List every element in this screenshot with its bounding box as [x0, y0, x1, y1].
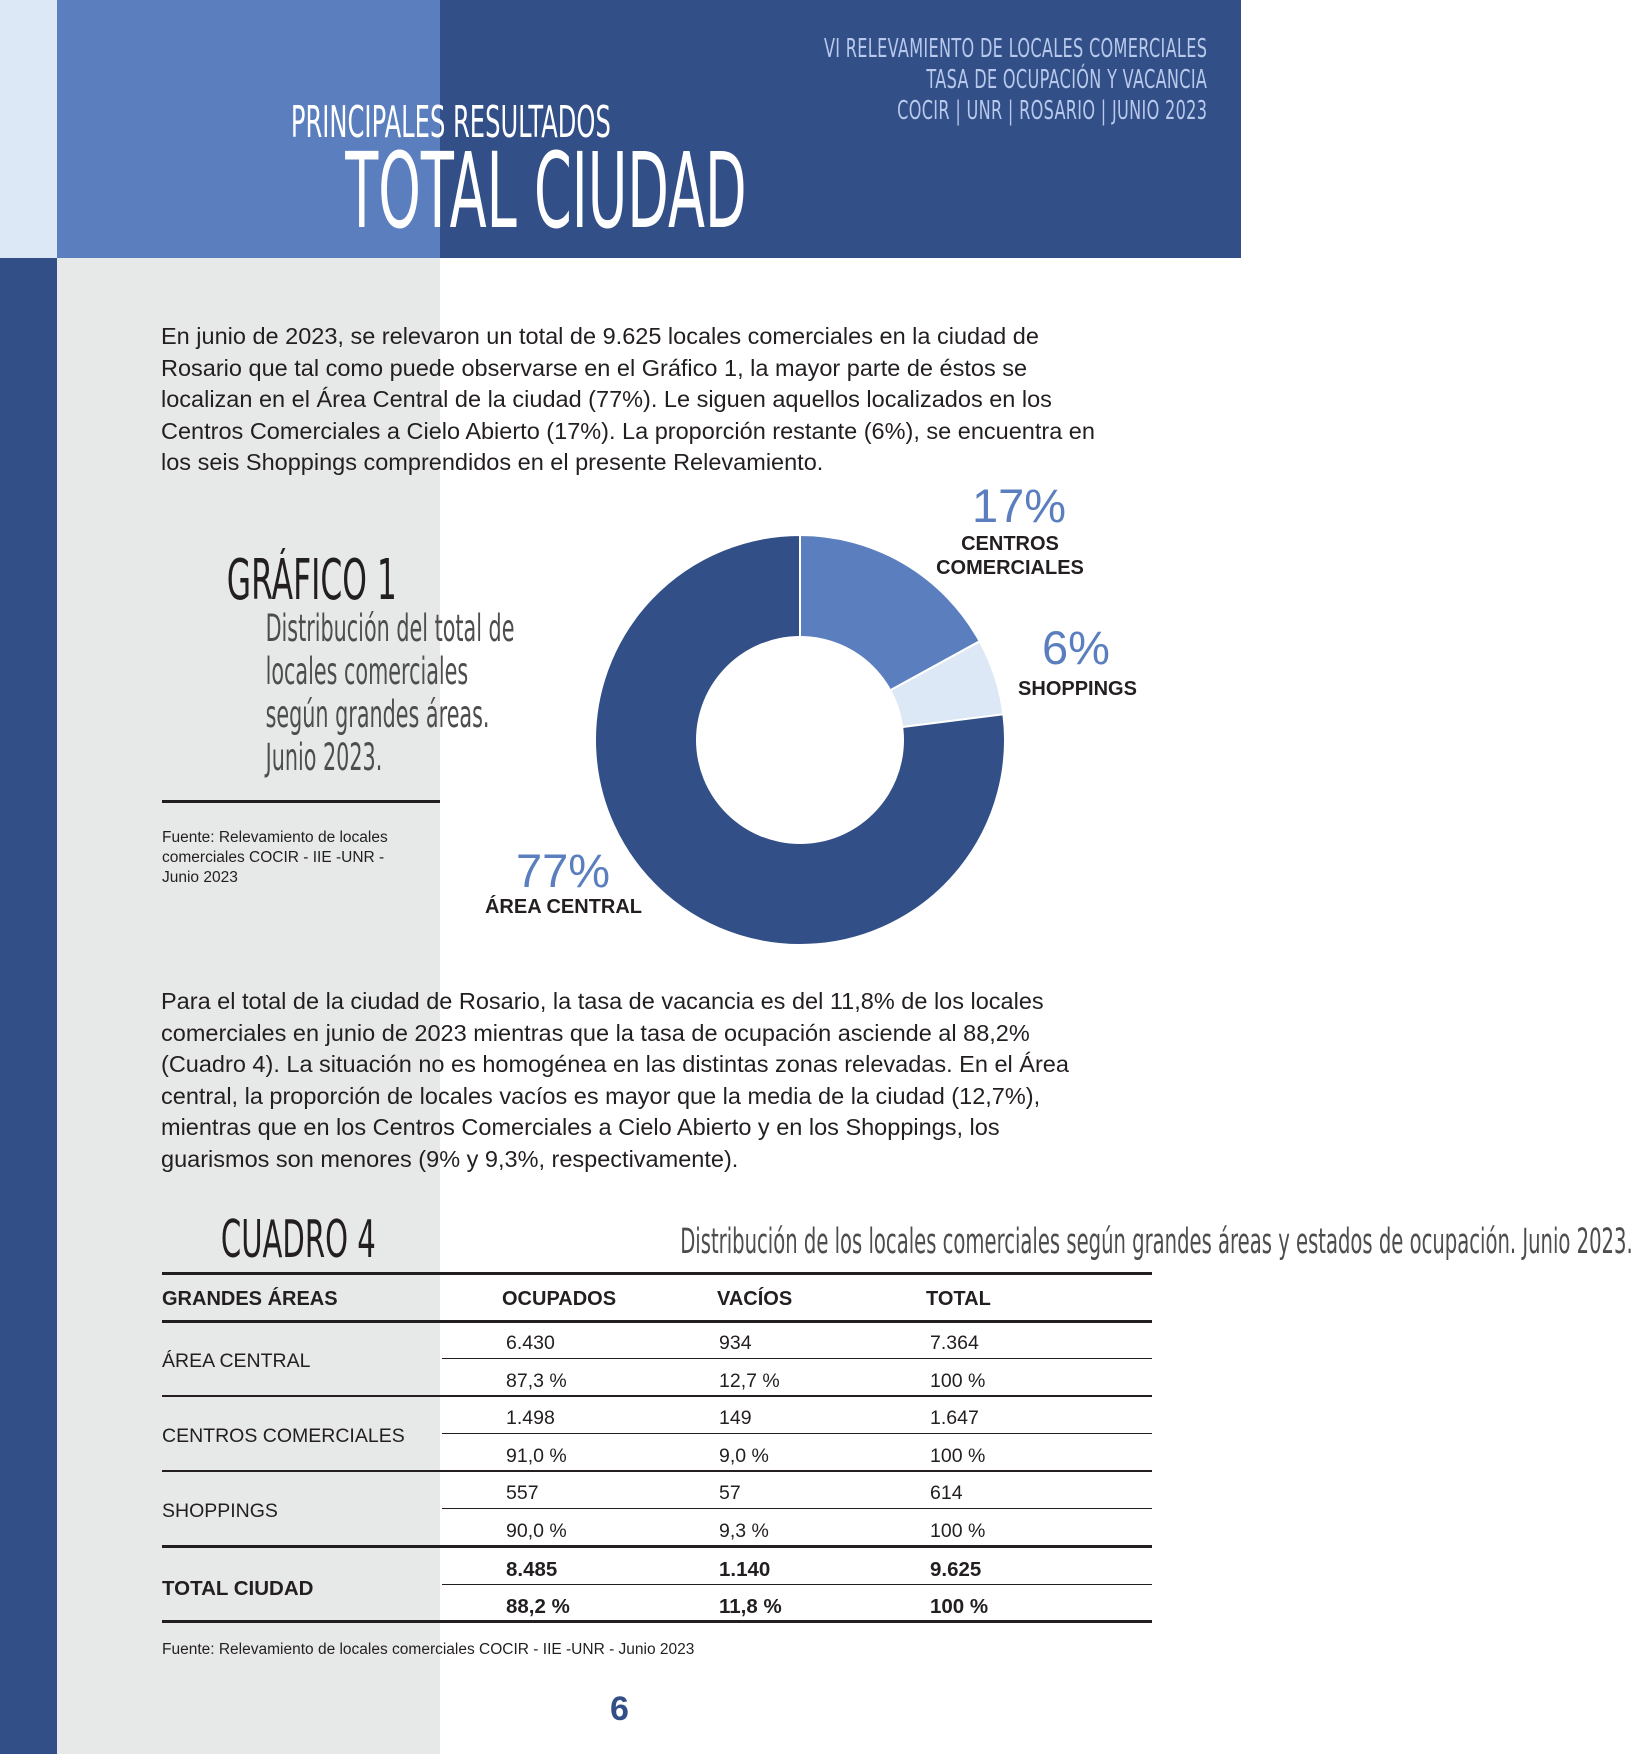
table-cell: 7.364 [930, 1332, 979, 1354]
page-number: 6 [610, 1690, 629, 1728]
table-cell: 57 [719, 1482, 741, 1504]
table-inner-rule [442, 1508, 1152, 1509]
report-header-line-3: COCIR | UNR | ROSARIO | JUNIO 2023 [896, 96, 1207, 126]
table-cell: 90,0 % [506, 1520, 567, 1542]
table-bottom-rule [162, 1620, 1152, 1623]
table-cell: 1.498 [506, 1407, 555, 1429]
header-ocupados: OCUPADOS [502, 1288, 617, 1310]
slice-value-area-central: 77% [516, 844, 611, 897]
table-description: Distribución de los locales comerciales según grandes áreas y estados de ocupación. Junio 2023. [680, 1222, 1633, 1262]
row-total-ciudad-label: TOTAL CIUDAD [162, 1577, 314, 1600]
page-title: TOTAL CIUDAD [345, 130, 747, 252]
table-cell: 9,3 % [719, 1520, 769, 1542]
chart-title: GRÁFICO 1 [226, 548, 397, 613]
donut-chart [590, 530, 1010, 950]
slice-label-centros: CENTROS COMERCIALES [936, 533, 1084, 579]
table-cell: 12,7 % [719, 1370, 780, 1392]
table-inner-rule [442, 1358, 1152, 1359]
table-cell: 87,3 % [506, 1370, 567, 1392]
table-cell: 9.625 [930, 1558, 982, 1581]
table-top-rule [162, 1272, 1152, 1275]
table-total-rule [162, 1545, 1152, 1548]
slice-value-centros: 17% [972, 479, 1067, 532]
table-cell: 91,0 % [506, 1445, 567, 1467]
table-cell: 614 [930, 1482, 963, 1504]
table-cell: 1.647 [930, 1407, 979, 1429]
slice-label-shoppings: SHOPPINGS [1018, 678, 1137, 700]
table-cell: 100 % [930, 1445, 986, 1467]
row-centros-comerciales-label: CENTROS COMERCIALES [162, 1425, 405, 1447]
row-shoppings-label: SHOPPINGS [162, 1500, 278, 1522]
chart-caption-divider [162, 800, 440, 803]
table-row-rule [162, 1395, 1152, 1397]
table-cell: 8.485 [506, 1558, 558, 1581]
table-cell: 9,0 % [719, 1445, 769, 1467]
table-cell: 100 % [930, 1370, 986, 1392]
table-cell: 11,8 % [719, 1595, 782, 1618]
row-area-central-label: ÁREA CENTRAL [162, 1350, 311, 1372]
report-header-line-1: VI RELEVAMIENTO DE LOCALES COMERCIALES [823, 34, 1207, 64]
table-inner-rule [442, 1433, 1152, 1434]
section-label: PRINCIPALES RESULTADOS [290, 97, 611, 148]
table-cell: 100 % [930, 1520, 986, 1542]
table-cell: 1.140 [719, 1558, 771, 1581]
table-header-rule [162, 1320, 1152, 1323]
table-cell: 934 [719, 1332, 752, 1354]
report-header-line-2: TASA DE OCUPACIÓN Y VACANCIA [926, 65, 1207, 95]
table-cell: 88,2 % [506, 1595, 570, 1618]
table-cell: 100 % [930, 1595, 989, 1618]
slice-value-shoppings: 6% [1042, 621, 1110, 674]
table-cell: 557 [506, 1482, 539, 1504]
table-title: CUADRO 4 [220, 1210, 376, 1270]
intro-paragraph: En junio de 2023, se relevaron un total de 9.625 locales comerciales en la ciudad de Rosario que tal como puede observarse en el Gráfico 1, la mayor parte de éstos se localizan en el Área Central de la ciudad (77%). Le siguen aquellos localizados en los Centros Comerciales a Cielo Abierto (17%). La proporción restante (6%), se encuentra en los seis Shoppings comprendidos en el presente Relevamiento. [161, 323, 1095, 475]
report-header [589, 34, 1207, 127]
vacancy-paragraph: Para el total de la ciudad de Rosario, la tasa de vacancia es del 11,8% de los locales comerciales en junio de 2023 mientras que la tasa de ocupación asciende al 88,2% (Cuadro 4). La situación no es homogénea en las distintas zonas relevadas. En el Área central, la proporción de locales vacíos es mayor que la media de la ciudad (12,7%), mientras que en los Centros Comerciales a Cielo Abierto y en los Shoppings, los guarismos son menores (9% y 9,3%, respectivamente). [161, 988, 1069, 1172]
table-inner-rule [442, 1584, 1152, 1585]
header-total: TOTAL [926, 1288, 991, 1310]
chart-source: Fuente: Relevamiento de locales comerciales COCIR - IIE -UNR - Junio 2023 [162, 829, 388, 886]
header-vacios: VACÍOS [717, 1288, 793, 1310]
table-row-rule [162, 1470, 1152, 1472]
header-background-light [0, 0, 57, 258]
chart-subtitle: Distribución del total de locales comerciales según grandes áreas. Junio 2023. [265, 607, 515, 779]
donut-hole [696, 636, 904, 844]
header-grandes-areas: GRANDES ÁREAS [162, 1288, 338, 1310]
table-cell: 6.430 [506, 1332, 555, 1354]
table-source: Fuente: Relevamiento de locales comerciales COCIR - IIE -UNR - Junio 2023 [162, 1641, 695, 1658]
slice-label-area-central: ÁREA CENTRAL [484, 896, 643, 918]
table-cell: 149 [719, 1407, 752, 1429]
left-margin-strip [0, 258, 57, 1754]
